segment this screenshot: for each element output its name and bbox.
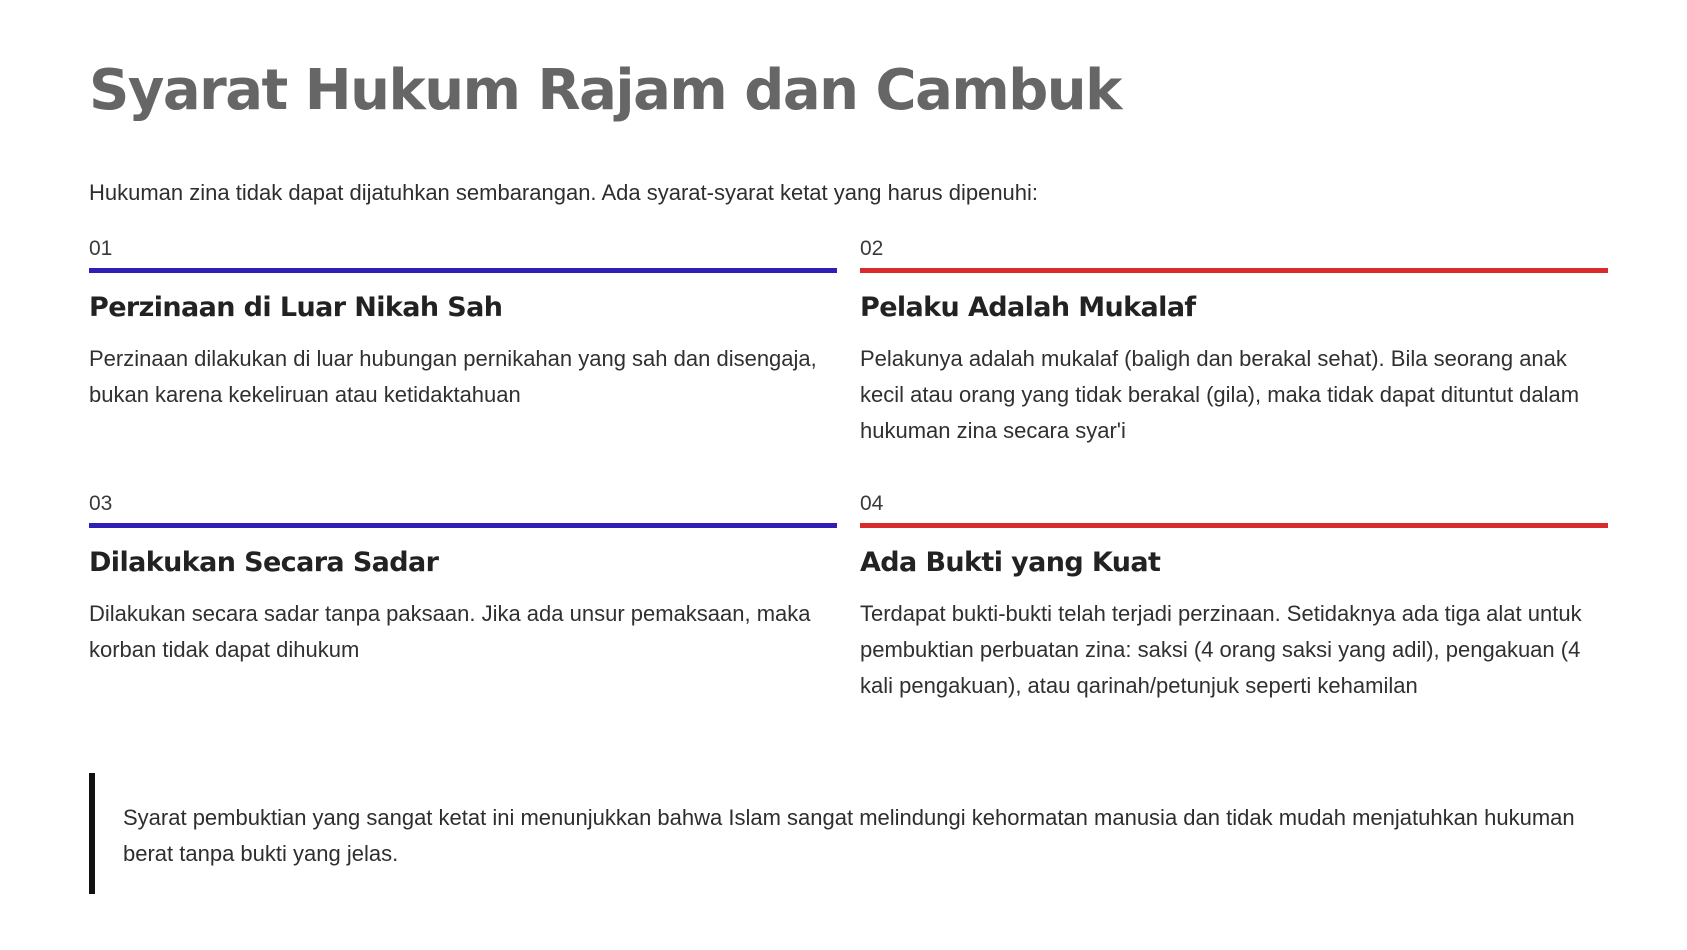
requirement-card-4: [860, 491, 1608, 704]
quote-text: Syarat pembuktian yang sangat ketat ini menunjukkan bahwa Islam sangat melindungi kehormatan manusia dan tidak mudah menjatuhkan hukuman berat tanpa bukti yang jelas.: [123, 805, 1575, 866]
card-description: Dilakukan secara sadar tanpa paksaan. Jika ada unsur pemaksaan, maka korban tidak dapat dihukum: [89, 601, 811, 662]
card-accent-bar: [89, 523, 837, 528]
card-number: 01: [89, 237, 113, 260]
conclusion-quote: [89, 773, 1610, 894]
card-description: Pelakunya adalah mukalaf (baligh dan berakal sehat). Bila seorang anak kecil atau orang yang tidak berakal (gila), maka tidak dapat dituntut dalam hukuman zina secara syar'i: [860, 346, 1580, 443]
card-number: 03: [89, 492, 113, 515]
requirement-card-2: [860, 236, 1608, 449]
card-title: Ada Bukti yang Kuat: [860, 547, 1161, 578]
card-accent-bar: [89, 268, 837, 273]
page-title: Syarat Hukum Rajam dan Cambuk: [89, 58, 1121, 123]
card-number: 04: [860, 492, 884, 515]
card-accent-bar: [860, 523, 1608, 528]
card-number: 02: [860, 237, 884, 260]
card-title: Dilakukan Secara Sadar: [89, 547, 439, 578]
requirement-card-1: [89, 236, 837, 449]
requirement-card-3: [89, 491, 837, 704]
card-accent-bar: [860, 268, 1608, 273]
card-description: Perzinaan dilakukan di luar hubungan pernikahan yang sah dan disengaja, bukan karena kekeliruan atau ketidaktahuan: [89, 346, 817, 407]
requirements-grid: [89, 236, 1610, 704]
card-description: Terdapat bukti-bukti telah terjadi perzinaan. Setidaknya ada tiga alat untuk pembuktian perbuatan zina: saksi (4 orang saksi yang adil), pengakuan (4 kali pengakuan), atau qarinah/petunjuk seperti kehamilan: [860, 601, 1582, 698]
card-title: Pelaku Adalah Mukalaf: [860, 292, 1196, 323]
card-title: Perzinaan di Luar Nikah Sah: [89, 292, 503, 323]
intro-text: Hukuman zina tidak dapat dijatuhkan sembarangan. Ada syarat-syarat ketat yang harus dipenuhi:: [89, 180, 1039, 205]
